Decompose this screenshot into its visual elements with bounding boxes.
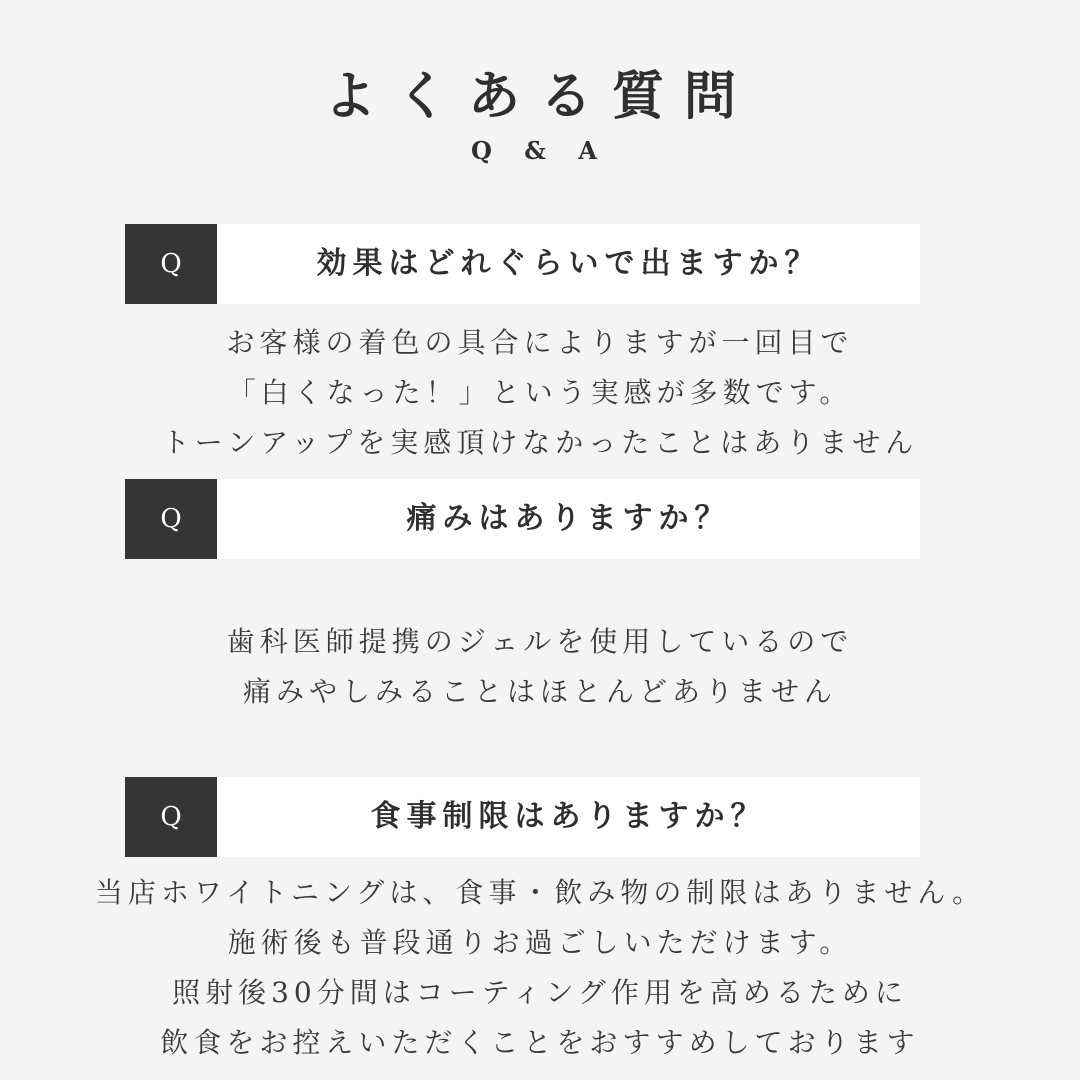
faq-question-2: [125, 479, 920, 559]
question-text: 効果はどれぐらいで出ますか？: [316, 246, 821, 281]
question-text: 食事制限はありますか？: [370, 799, 767, 834]
faq-answer-1: [0, 318, 1080, 468]
question-text: 痛みはありますか？: [406, 501, 731, 536]
question-badge: Q: [125, 777, 217, 857]
faq-answer-2: [0, 617, 1080, 717]
question-badge: Q: [125, 224, 217, 304]
answer-line: 「白くなった！」という実感が多数です。: [227, 376, 853, 409]
page-title: よくある質問: [323, 66, 756, 127]
faq-question-3: [125, 777, 920, 857]
answer-line: 照射後30分間はコーティング作用を高めるために: [172, 976, 908, 1009]
answer-line: 当店ホワイトニングは、食事・飲み物の制限はありません。: [94, 876, 986, 909]
faq-question-1: [125, 224, 920, 304]
page-subtitle: Q & A: [471, 136, 609, 165]
answer-line: 痛みやしみることはほとんどありません: [242, 675, 837, 708]
answer-line: お客様の着色の具合によりますが一回目で: [226, 326, 854, 359]
answer-line: 飲食をお控えいただくことをおすすめしております: [160, 1026, 920, 1059]
answer-line: トーンアップを実感頂けなかったことはありません: [161, 426, 919, 459]
faq-answer-3: [0, 868, 1080, 1068]
question-badge: Q: [125, 479, 217, 559]
answer-line: 施術後も普段通りお過ごしいただけます。: [227, 926, 853, 959]
answer-line: 歯科医師提携のジェルを使用しているので: [226, 625, 854, 658]
